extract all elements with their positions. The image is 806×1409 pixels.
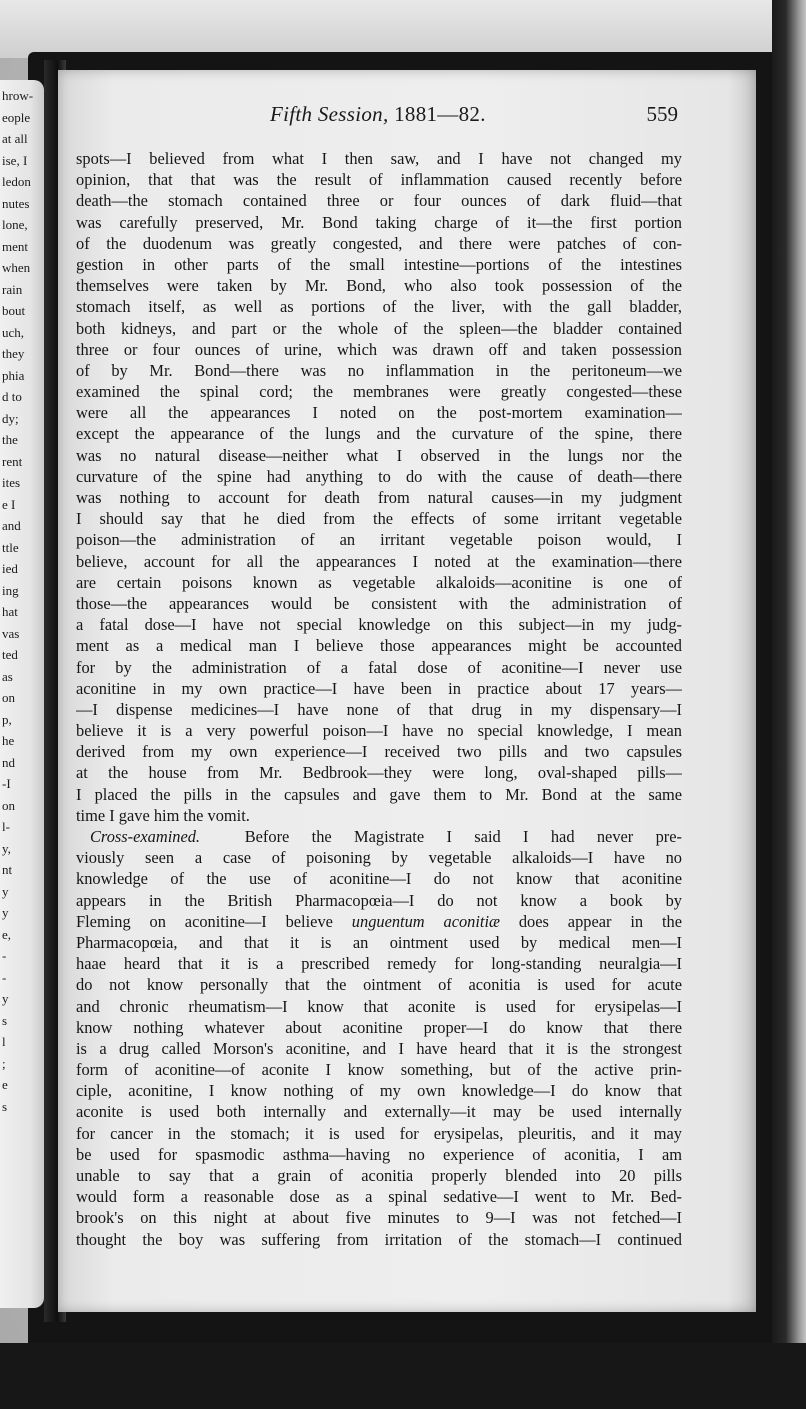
text-line: knowledge of the use of aconitine—I do not know that aconitine [76,869,682,889]
facing-page-fragment: ledon [2,174,31,189]
text-line: of the duodenum was greatly congested, and there were patches of con- [76,233,682,253]
facing-page-fragment: l- [2,819,10,834]
text-line: three or four ounces of urine, which was drawn off and taken possession [76,339,682,359]
testimony-paragraph [76,148,682,826]
facing-page-fragment: ttle [2,539,19,555]
facing-page-fragment: e [2,1077,8,1092]
text-line: haae heard that it is a prescribed remedy for long-standing neuralgia—I [76,954,682,974]
facing-page-fragment: e I [2,496,16,512]
text-line: form of aconitine—of aconite I know something, but of the active prin- [76,1060,682,1080]
text-line: poison—the administration of an irritant vegetable poison would, I [76,530,682,550]
cross-examined-line [76,826,682,847]
facing-page-fragment: phia [2,367,25,383]
text-line: spots—I believed from what I then saw, and I have not changed my [76,149,682,168]
text-line: at the house from Mr. Bedbrook—they were long, oval-shaped pills— [76,763,682,783]
text-line: derived from my own experience—I received two pills and two capsules [76,742,682,762]
page-header [58,102,756,128]
text-line: time I gave him the vomit. [76,805,250,825]
facing-page-fragment: eople [2,109,31,125]
facing-page-fragment: and [2,518,21,533]
text-line: believe, account for all the appearances I noted at the examination—there [76,551,682,571]
facing-page-left [0,80,44,1308]
facing-page-fragment: on [2,797,15,813]
running-head-title: Fifth Session, [270,102,389,126]
facing-page-fragment: - [2,969,7,985]
facing-page-fragment: ; [2,1055,6,1071]
text-line: themselves were taken by Mr. Bond, who also took possession of the [76,276,682,296]
text-line: both kidneys, and part or the whole of the spleen—the bladder contained [76,318,682,338]
facing-page-fragment: nd [2,754,15,770]
text-line: examined the spinal cord; the membranes were greatly congested—these [76,382,682,402]
text-line: death—the stomach contained three or four ounces of dark fluid—that [76,191,682,211]
cross-examined-label: Cross-examined. [90,827,201,846]
facing-page-fragment: s [2,1098,8,1114]
facing-page-fragment: d to [2,389,22,404]
unguentum-line-before: Fleming on aconitine—I believe [76,911,352,931]
text-line: except the appearance of the lungs and the curvature of the spine, there [76,424,682,444]
facing-page-fragment: -I [2,776,11,791]
unguentum-line-after: does appear in the [499,911,682,931]
facing-page-fragment: ied [2,561,18,576]
text-line: brook's on this night at about five minutes to 9—I was not fetched—I [76,1208,682,1228]
text-line: believe it is a very powerful poison—I have no special knowledge, I mean [76,721,682,741]
facing-page-fragment: ted [2,647,18,662]
facing-page-fragment: rent [2,453,23,469]
facing-page-fragment: s [2,1012,8,1028]
facing-page-fragment: y [2,883,9,899]
page-number: 559 [646,102,678,126]
text-line: a fatal dose—I have not special knowledge on this subject—in my judg- [76,615,682,635]
running-head-year: 1881—82. [394,102,486,126]
text-line: curvature of the spine had anything to do with the cause of death—there [76,466,682,486]
text-line: would form a reasonable dose as a spinal sedative—I went to Mr. Bed- [76,1187,682,1207]
facing-page-fragment: as [2,668,13,684]
text-line: —I dispense medicines—I have none of that drug in my dispensary—I [76,699,682,719]
text-line: thought the boy was suffering from irritation of the stomach—I continued [76,1229,682,1249]
text-line: do not know personally that the ointment of aconitia is used for acute [76,975,682,995]
text-line: is a drug called Morson's aconitine, and I have heard that it is the strongest [76,1038,682,1058]
text-line: for by the administration of a fatal dose of aconitine—I never use [76,657,682,677]
text-line: of by Mr. Bond—there was no inflammation in the peritoneum—we [76,360,682,380]
facing-page-fragment: lone, [2,217,28,232]
text-line: unable to say that a grain of aconitia properly blended into 20 pills [76,1166,682,1185]
text-line: I should say that he died from the effects of some irritant vegetable [76,509,682,529]
facing-page-fragment: ise, I [2,152,28,168]
facing-page-fragment: rain [2,281,23,297]
text-line: ciple, aconitine, I know nothing of my own knowledge—I do know that [76,1081,682,1101]
text-line: viously seen a case of poisoning by vegetable alkaloids—I have no [76,848,682,868]
facing-page-fragment: nutes [2,195,30,211]
facing-page-fragment: at all [2,131,28,146]
page-body-text [76,148,682,1250]
facing-page-fragment: on [2,690,15,705]
facing-page-fragment: vas [2,625,20,641]
text-line: know nothing whatever about aconitine proper—I do know that there [76,1017,682,1037]
unguentum-line-italic: unguentum aconitiæ [351,911,500,931]
facing-page-fragment: dy; [2,410,19,426]
facing-page-fragment: ment [2,238,28,254]
facing-page-fragment: he [2,733,15,748]
text-line: was carefully preserved, Mr. Bond taking charge of it—the first portion [76,212,682,232]
facing-page-fragment: y [2,905,9,920]
scan-top-margin [0,0,806,58]
text-line: aconitine in my own practice—I have been in practice about 17 years— [76,678,682,698]
text-line: I placed the pills in the capsules and gave them to Mr. Bond at the same [76,784,682,804]
text-line: for cancer in the stomach; it is used for erysipelas, pleuritis, and it may [76,1123,682,1143]
cross-examination-paragraph-part-b [76,932,682,1250]
text-line: stomach itself, as well as portions of the liver, with the gall bladder, [76,297,682,317]
facing-page-fragment: ing [2,582,19,598]
cross-examination-paragraph-part-a [76,847,682,911]
text-line: was no natural disease—neither what I observed in the lungs nor the [76,445,682,465]
text-line: those—the appearances would be consistent with the administration of [76,593,682,613]
text-line: are certain poisons known as vegetable alkaloids—aconitine is one of [76,572,682,592]
text-line: gestion in other parts of the small intestine—portions of the intestines [76,254,682,274]
scan-right-edge [772,0,806,1409]
text-line: be used for spasmodic asthma—having no experience of aconitia, I am [76,1144,682,1164]
facing-page-fragment: e, [2,926,12,942]
running-head [270,102,486,127]
facing-page-fragment: hat [2,604,18,619]
text-line: aconite is used both internally and externally—it may be used internally [76,1102,682,1122]
facing-page-fragment: ites [2,475,21,490]
facing-page-fragment: the [2,432,18,447]
facing-page-fragment: when [2,260,31,275]
text-line: were all the appearances I noted on the post-mortem examination— [76,403,682,423]
text-line: opinion, that that was the result of inflammation caused recently before [76,170,682,190]
text-line: was nothing to account for death from natural causes—in my judgment [76,488,682,507]
facing-page-fragment: - [2,948,7,963]
book-page [58,70,756,1312]
text-line: ment as a medical man I believe those appearances might be accounted [76,636,682,656]
facing-page-fragment: p, [2,711,12,727]
facing-page-fragment: l [2,1034,6,1049]
facing-page-fragment: nt [2,862,13,877]
facing-page-fragment: they [2,346,25,361]
text-line: Pharmacopœia, and that it is an ointment used by medical men—I [76,932,682,952]
facing-page-fragment: bout [2,303,26,318]
facing-page-fragment: hrow- [2,88,34,103]
scan-bottom-margin [0,1343,806,1409]
facing-page-fragment: uch, [2,324,25,340]
text-line: and chronic rheumatism—I know that aconite is used for erysipelas—I [76,996,682,1016]
facing-page-fragment: y [2,991,9,1006]
unguentum-line [76,911,682,932]
cross-first-line-text: Before the Magistrate I said I had never pre- [244,827,682,846]
facing-page-fragment: y, [2,840,11,856]
text-line: appears in the British Pharmacopœia—I do not know a book by [76,890,682,910]
